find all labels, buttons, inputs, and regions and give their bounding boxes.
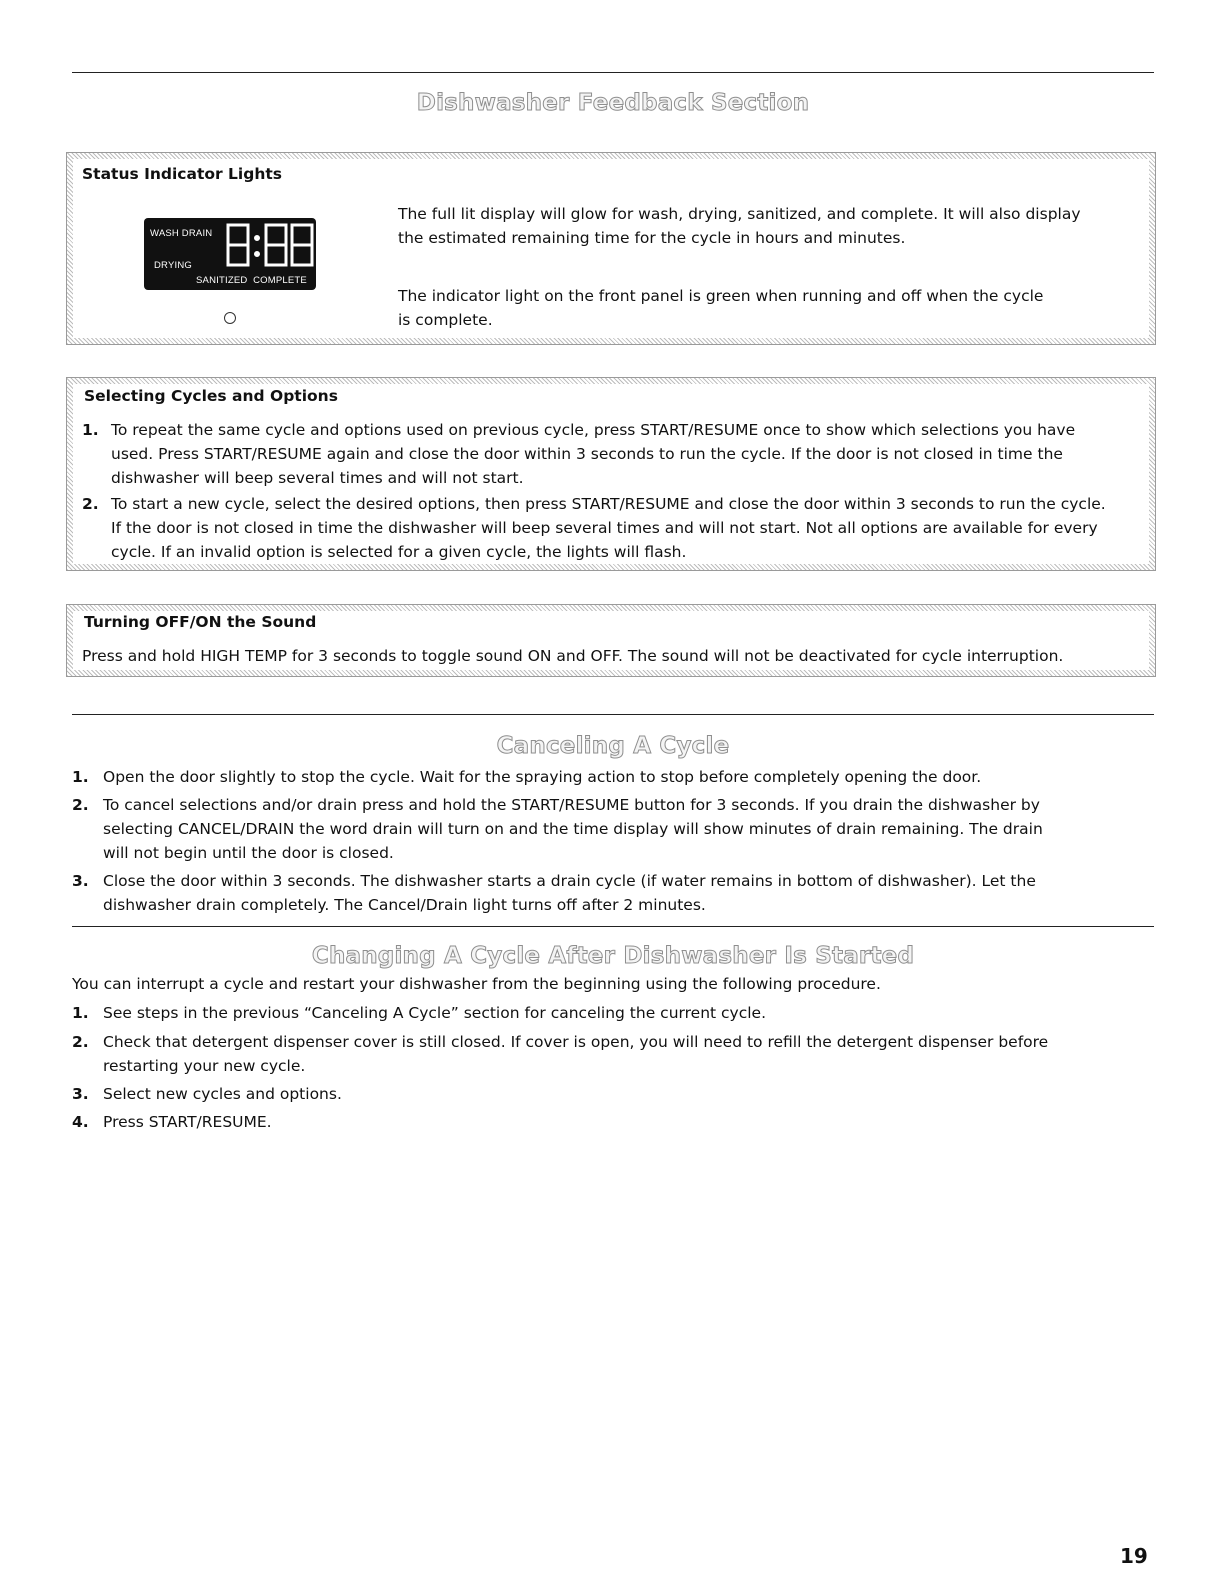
changing-item-4 xyxy=(72,1110,1152,1134)
sanitized-complete-label: SANITIZED COMPLETE xyxy=(196,275,307,286)
led-display-icon xyxy=(144,218,316,290)
item-line: To start a new cycle, select the desired options, then press START/RESUME and close the door within 3 seconds to run the cycle. xyxy=(111,495,1106,513)
selecting-item-1 xyxy=(82,418,1142,490)
status-paragraph-1 xyxy=(398,202,1081,250)
changing-item-1 xyxy=(72,1001,1152,1025)
top-divider xyxy=(72,72,1154,73)
item-line: To cancel selections and/or drain press and hold the START/RESUME button for 3 seconds. If you drain the dishwasher by xyxy=(103,796,1040,814)
item-line: Press START/RESUME. xyxy=(103,1113,272,1131)
item-number: 2. xyxy=(82,495,99,513)
sound-toggle-text: Press and hold HIGH TEMP for 3 seconds to toggle sound ON and OFF. The sound will not be deactivated for cycle interruption. xyxy=(82,647,1064,665)
selecting-cycles-heading: Selecting Cycles and Options xyxy=(84,387,338,405)
feedback-section-title: Dishwasher Feedback Section xyxy=(416,90,810,116)
item-line: See steps in the previous “Canceling A Cycle” section for canceling the current cycle. xyxy=(103,1004,767,1022)
drying-label: DRYING xyxy=(154,260,192,271)
item-line: Check that detergent dispenser cover is still closed. If cover is open, you will need to refill the detergent dispenser before xyxy=(103,1033,1049,1051)
wash-drain-label: WASH DRAIN xyxy=(150,228,213,239)
canceling-item-2 xyxy=(72,793,1152,865)
item-number: 2. xyxy=(72,1033,89,1051)
item-line: To repeat the same cycle and options used on previous cycle, press START/RESUME once to show which selections you have xyxy=(111,421,1076,439)
indicator-light-icon xyxy=(224,312,236,324)
item-number: 1. xyxy=(72,768,89,786)
item-line: will not begin until the door is closed. xyxy=(103,844,394,862)
item-number: 4. xyxy=(72,1113,89,1131)
item-line: dishwasher will beep several times and will not start. xyxy=(111,469,524,487)
changing-divider xyxy=(72,926,1154,927)
item-number: 3. xyxy=(72,1085,89,1103)
status-p1-line1: The full lit display will glow for wash, drying, sanitized, and complete. It will also display xyxy=(398,205,1081,223)
changing-intro: You can interrupt a cycle and restart your dishwasher from the beginning using the following procedure. xyxy=(72,975,881,993)
selecting-item-2 xyxy=(82,492,1142,564)
item-number: 1. xyxy=(72,1004,89,1022)
page-number: 19 xyxy=(1120,1544,1148,1568)
item-line: used. Press START/RESUME again and close the door within 3 seconds to run the cycle. If the door is not closed in time the xyxy=(111,445,1063,463)
seven-segment-digits-icon xyxy=(226,222,314,272)
item-number: 1. xyxy=(82,421,99,439)
status-paragraph-2 xyxy=(398,284,1043,332)
status-indicator-heading: Status Indicator Lights xyxy=(82,165,283,183)
item-number: 3. xyxy=(72,872,89,890)
item-line: Open the door slightly to stop the cycle. Wait for the spraying action to stop before completely opening the door. xyxy=(103,768,982,786)
item-line: cycle. If an invalid option is selected for a given cycle, the lights will flash. xyxy=(111,543,687,561)
status-p2-line1: The indicator light on the front panel is green when running and off when the cycle xyxy=(398,287,1044,305)
changing-section-title: Changing A Cycle After Dishwasher Is Started xyxy=(311,943,915,969)
item-line: dishwasher drain completely. The Cancel/Drain light turns off after 2 minutes. xyxy=(103,896,706,914)
item-line: restarting your new cycle. xyxy=(103,1057,306,1075)
sound-toggle-heading: Turning OFF/ON the Sound xyxy=(84,613,317,631)
item-line: If the door is not closed in time the dishwasher will beep several times and will not start. Not all options are available for every xyxy=(111,519,1098,537)
item-line: Select new cycles and options. xyxy=(103,1085,342,1103)
changing-item-3 xyxy=(72,1082,1152,1106)
canceling-divider xyxy=(72,714,1154,715)
item-number: 2. xyxy=(72,796,89,814)
changing-item-2 xyxy=(72,1030,1152,1078)
item-line: Close the door within 3 seconds. The dishwasher starts a drain cycle (if water remains in bottom of dishwasher). Let the xyxy=(103,872,1036,890)
status-p2-line2: is complete. xyxy=(398,311,493,329)
item-line: selecting CANCEL/DRAIN the word drain will turn on and the time display will show minutes of drain remaining. The drain xyxy=(103,820,1043,838)
status-p1-line2: the estimated remaining time for the cycle in hours and minutes. xyxy=(398,229,906,247)
canceling-item-3 xyxy=(72,869,1152,917)
canceling-item-1 xyxy=(72,765,1152,789)
canceling-section-title: Canceling A Cycle xyxy=(496,733,730,759)
